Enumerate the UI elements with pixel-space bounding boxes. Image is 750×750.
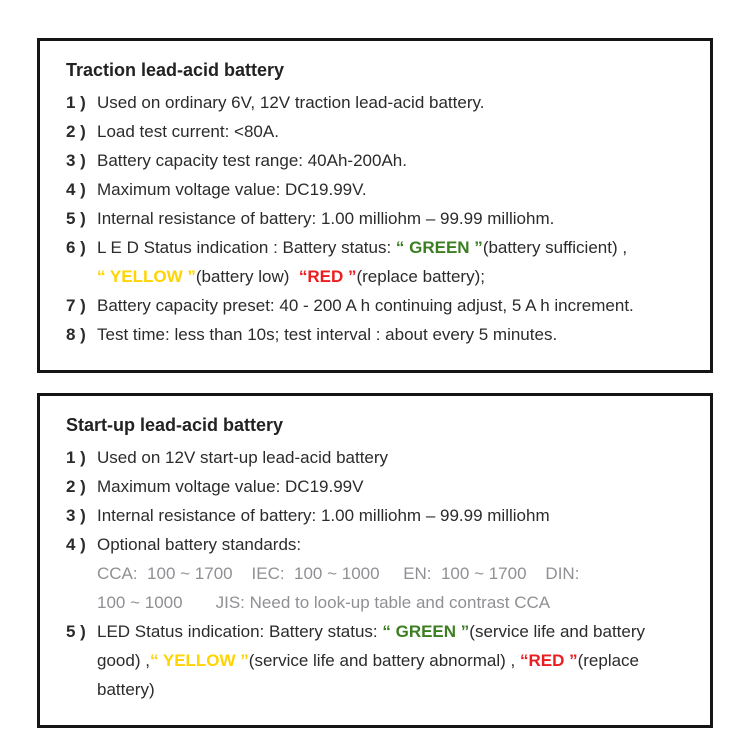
list-item — [66, 175, 690, 204]
item-text — [97, 175, 690, 204]
text-segment: Maximum voltage value: DC19.99V — [97, 477, 364, 496]
list-item — [66, 501, 690, 530]
item-number: 6 ) — [66, 238, 86, 257]
item-number: 8 ) — [66, 325, 86, 344]
text-line — [97, 117, 690, 146]
item-number: 1 ) — [66, 93, 86, 112]
text-segment: LED Status indication: Battery status: — [97, 622, 383, 641]
list-item — [66, 617, 690, 704]
text-line — [97, 233, 690, 262]
item-number: 5 ) — [66, 622, 86, 641]
status-word-green: “ GREEN ” — [382, 622, 470, 641]
item-list — [66, 88, 690, 349]
text-line — [97, 175, 690, 204]
text-line — [97, 291, 690, 320]
section-traction-battery — [37, 38, 713, 373]
text-line — [97, 204, 690, 233]
item-number: 7 ) — [66, 296, 86, 315]
text-line — [97, 646, 690, 675]
list-item — [66, 443, 690, 472]
text-segment: Battery capacity preset: 40 - 200 A h continuing adjust, 5 A h increment. — [97, 296, 634, 315]
text-segment: Optional battery standards: — [97, 535, 302, 554]
text-segment: L E D Status indication : Battery status: — [97, 238, 396, 257]
status-word-gray: 100 ~ 1000 JIS: Need to look-up table and contrast CCA — [97, 593, 551, 612]
list-item — [66, 291, 690, 320]
status-word-green: “ GREEN ” — [395, 238, 483, 257]
text-line — [97, 530, 690, 559]
list-item — [66, 472, 690, 501]
text-segment: (service life and battery — [469, 622, 646, 641]
section-title: Start-up lead-acid battery — [66, 415, 284, 435]
text-line — [97, 559, 690, 588]
item-number: 3 ) — [66, 506, 86, 525]
list-item — [66, 204, 690, 233]
text-line — [97, 146, 690, 175]
text-line — [97, 320, 690, 349]
item-text — [97, 472, 690, 501]
list-item — [66, 88, 690, 117]
text-segment: (battery low) — [195, 267, 299, 286]
list-item — [66, 320, 690, 349]
text-segment: Used on ordinary 6V, 12V traction lead-acid battery. — [97, 93, 485, 112]
list-item — [66, 146, 690, 175]
text-line — [97, 472, 690, 501]
text-line — [97, 88, 690, 117]
list-item — [66, 530, 690, 617]
list-item — [66, 117, 690, 146]
text-line — [97, 443, 690, 472]
item-number: 1 ) — [66, 448, 86, 467]
text-segment: battery) — [97, 680, 155, 699]
text-segment: (replace — [577, 651, 640, 670]
text-segment: Battery capacity test range: 40Ah-200Ah. — [97, 151, 407, 170]
item-list — [66, 443, 690, 704]
item-number: 4 ) — [66, 180, 86, 199]
text-line — [97, 588, 690, 617]
status-word-yellow: “ YELLOW ” — [149, 651, 249, 670]
text-line — [97, 617, 690, 646]
item-text — [97, 233, 690, 291]
text-segment: Maximum voltage value: DC19.99V. — [97, 180, 367, 199]
text-segment: Used on 12V start-up lead-acid battery — [97, 448, 389, 467]
item-text — [97, 117, 690, 146]
item-text — [97, 530, 690, 617]
section-startup-battery — [37, 393, 713, 728]
item-text — [97, 146, 690, 175]
text-line — [97, 262, 690, 291]
status-word-red: “RED ” — [298, 267, 357, 286]
item-text — [97, 501, 690, 530]
status-word-red: “RED ” — [519, 651, 578, 670]
status-word-yellow: “ YELLOW ” — [97, 267, 196, 286]
item-number: 5 ) — [66, 209, 86, 228]
item-text — [97, 617, 690, 704]
item-text — [97, 88, 690, 117]
item-number: 3 ) — [66, 151, 86, 170]
text-segment: Internal resistance of battery: 1.00 milliohm – 99.99 milliohm. — [97, 209, 555, 228]
text-segment: (replace battery); — [356, 267, 485, 286]
text-segment: Internal resistance of battery: 1.00 milliohm – 99.99 milliohm — [97, 506, 550, 525]
list-item — [66, 233, 690, 291]
item-text — [97, 204, 690, 233]
text-segment: (battery sufficient) , — [482, 238, 628, 257]
text-line — [97, 675, 690, 704]
text-segment: good) , — [97, 651, 150, 670]
item-number: 2 ) — [66, 477, 86, 496]
text-segment: (service life and battery abnormal) , — [248, 651, 520, 670]
item-text — [97, 320, 690, 349]
item-text — [97, 291, 690, 320]
section-title: Traction lead-acid battery — [66, 60, 285, 80]
text-line — [97, 501, 690, 530]
text-segment: Test time: less than 10s; test interval : about every 5 minutes. — [97, 325, 558, 344]
item-text — [97, 443, 690, 472]
item-number: 4 ) — [66, 535, 86, 554]
item-number: 2 ) — [66, 122, 86, 141]
text-segment: Load test current: <80A. — [97, 122, 279, 141]
status-word-gray: CCA: 100 ~ 1700 IEC: 100 ~ 1000 EN: 100 ~ 1700 DIN: — [97, 564, 580, 583]
